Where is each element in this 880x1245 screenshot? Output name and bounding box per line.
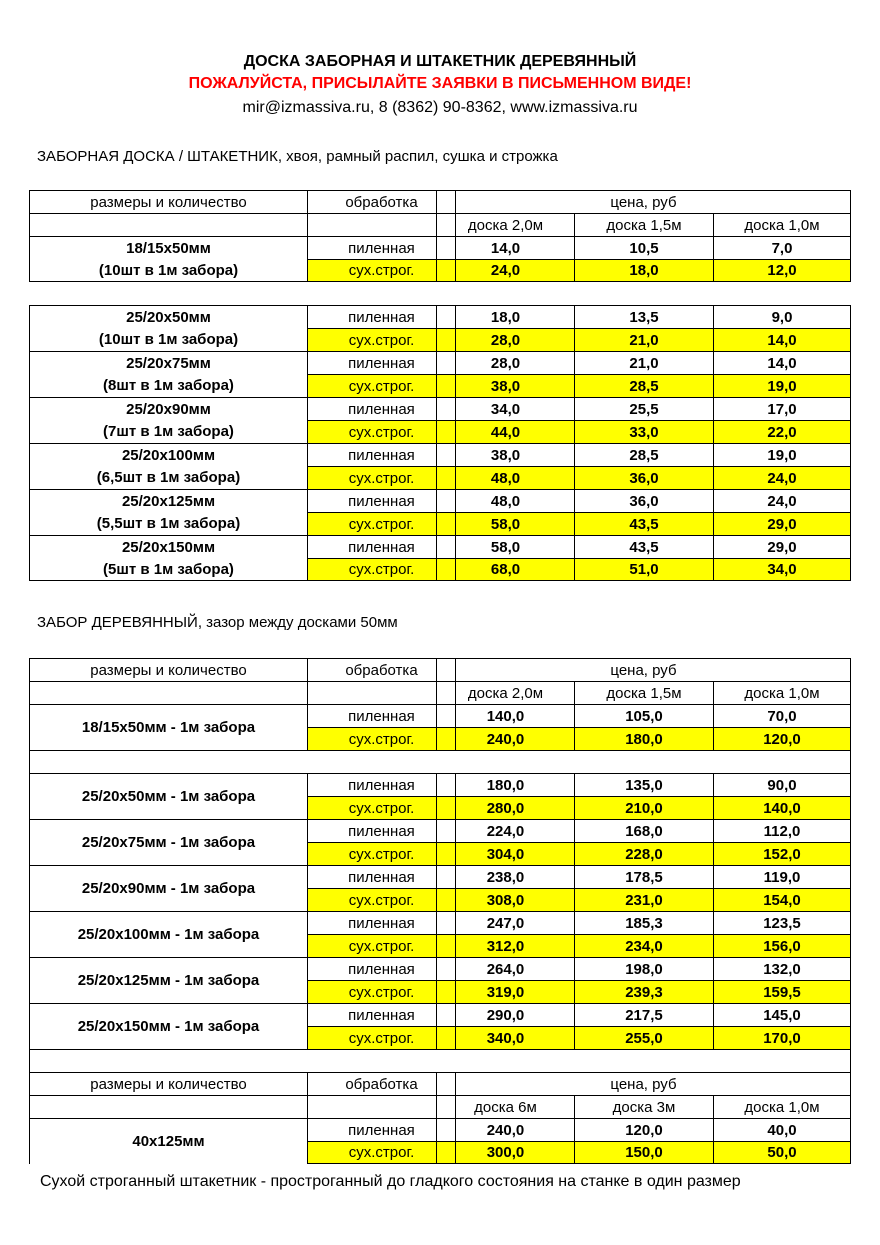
price-cell: 28,0 (436, 351, 574, 374)
processing-planed: сух.строг. (307, 888, 455, 911)
price-cell: 123,5 (713, 911, 851, 934)
size-label: 18/15х50мм (29, 236, 307, 259)
header-length: доска 1,0м (713, 1095, 851, 1118)
price-cell-highlight: 234,0 (574, 934, 713, 957)
processing-sawn: пиленная (307, 351, 455, 374)
processing-planed: сух.строг. (307, 466, 455, 489)
price-cell-highlight: 36,0 (574, 466, 713, 489)
price-cell-highlight: 170,0 (713, 1026, 851, 1049)
price-cell: 247,0 (436, 911, 574, 934)
price-cell: 40,0 (713, 1118, 851, 1141)
price-cell: 18,0 (436, 305, 574, 328)
price-cell-highlight: 28,0 (436, 328, 574, 351)
price-cell: 140,0 (436, 704, 574, 727)
price-cell: 240,0 (436, 1118, 574, 1141)
price-cell: 135,0 (574, 773, 713, 796)
size-label: 25/20х50мм - 1м забора (29, 773, 307, 819)
price-cell: 238,0 (436, 865, 574, 888)
processing-sawn: пиленная (307, 957, 455, 980)
price-cell: 180,0 (436, 773, 574, 796)
price-cell-highlight: 22,0 (713, 420, 851, 443)
size-label: 40х125мм (29, 1118, 307, 1164)
price-cell-highlight: 50,0 (713, 1141, 851, 1164)
quantity-label: (10шт в 1м забора) (29, 328, 307, 351)
price-cell: 28,5 (574, 443, 713, 466)
size-label: 25/20х100мм (29, 443, 307, 466)
header-price: цена, руб (436, 658, 851, 681)
price-cell: 9,0 (713, 305, 851, 328)
processing-sawn: пиленная (307, 1003, 455, 1026)
processing-planed: сух.строг. (307, 796, 455, 819)
quantity-label: (7шт в 1м забора) (29, 420, 307, 443)
processing-planed: сух.строг. (307, 842, 455, 865)
price-cell: 58,0 (436, 535, 574, 558)
price-cell-highlight: 152,0 (713, 842, 851, 865)
processing-planed: сух.строг. (307, 374, 455, 397)
price-cell-highlight: 58,0 (436, 512, 574, 535)
price-cell-highlight: 210,0 (574, 796, 713, 819)
price-cell: 198,0 (574, 957, 713, 980)
section1-title: ЗАБОРНАЯ ДОСКА / ШТАКЕТНИК, хвоя, рамный распил, сушка и строжка (37, 148, 558, 165)
header-length: доска 1,5м (574, 681, 713, 704)
price-cell-highlight: 319,0 (436, 980, 574, 1003)
quantity-label: (6,5шт в 1м забора) (29, 466, 307, 489)
size-label: 25/20х50мм (29, 305, 307, 328)
processing-planed: сух.строг. (307, 558, 455, 581)
price-cell: 29,0 (713, 535, 851, 558)
header-length: доска 2,0м (436, 681, 574, 704)
price-cell-highlight: 33,0 (574, 420, 713, 443)
price-cell-highlight: 51,0 (574, 558, 713, 581)
header-blank (307, 681, 455, 704)
price-cell: 132,0 (713, 957, 851, 980)
header-price: цена, руб (436, 1072, 851, 1095)
blank-row (29, 1049, 851, 1072)
price-cell: 178,5 (574, 865, 713, 888)
header-blank (307, 1095, 455, 1118)
size-label: 25/20х125мм - 1м забора (29, 957, 307, 1003)
price-cell: 290,0 (436, 1003, 574, 1026)
processing-planed: сух.строг. (307, 727, 455, 750)
price-cell-highlight: 14,0 (713, 328, 851, 351)
header-processing: обработка (307, 190, 455, 213)
price-cell: 70,0 (713, 704, 851, 727)
price-cell: 38,0 (436, 443, 574, 466)
price-cell-highlight: 300,0 (436, 1141, 574, 1164)
price-cell-highlight: 340,0 (436, 1026, 574, 1049)
header-processing: обработка (307, 1072, 455, 1095)
price-cell: 7,0 (713, 236, 851, 259)
quantity-label: (10шт в 1м забора) (29, 259, 307, 282)
price-cell-highlight: 240,0 (436, 727, 574, 750)
header-blank (29, 1095, 307, 1118)
processing-sawn: пиленная (307, 305, 455, 328)
price-cell-highlight: 68,0 (436, 558, 574, 581)
price-cell-highlight: 180,0 (574, 727, 713, 750)
price-cell: 14,0 (713, 351, 851, 374)
price-cell: 90,0 (713, 773, 851, 796)
size-label: 25/20х90мм - 1м забора (29, 865, 307, 911)
section2-title: ЗАБОР ДЕРЕВЯННЫЙ, зазор между досками 50мм (37, 614, 398, 631)
price-cell-highlight: 21,0 (574, 328, 713, 351)
price-cell-highlight: 308,0 (436, 888, 574, 911)
processing-sawn: пиленная (307, 1118, 455, 1141)
size-label: 25/20х100мм - 1м забора (29, 911, 307, 957)
price-cell-highlight: 159,5 (713, 980, 851, 1003)
quantity-label: (8шт в 1м забора) (29, 374, 307, 397)
processing-planed: сух.строг. (307, 420, 455, 443)
size-label: 25/20х90мм (29, 397, 307, 420)
price-cell-highlight: 48,0 (436, 466, 574, 489)
header-blank (29, 681, 307, 704)
price-cell-highlight: 140,0 (713, 796, 851, 819)
header-length: доска 6м (436, 1095, 574, 1118)
price-cell-highlight: 154,0 (713, 888, 851, 911)
price-cell-highlight: 38,0 (436, 374, 574, 397)
header-length: доска 3м (574, 1095, 713, 1118)
header-size: размеры и количество (29, 658, 307, 681)
size-label: 25/20х75мм - 1м забора (29, 819, 307, 865)
processing-planed: сух.строг. (307, 259, 455, 282)
processing-planed: сух.строг. (307, 512, 455, 535)
price-cell: 120,0 (574, 1118, 713, 1141)
price-cell-highlight: 29,0 (713, 512, 851, 535)
price-cell-highlight: 12,0 (713, 259, 851, 282)
processing-planed: сух.строг. (307, 1141, 455, 1164)
price-cell-highlight: 312,0 (436, 934, 574, 957)
price-cell: 112,0 (713, 819, 851, 842)
price-cell-highlight: 156,0 (713, 934, 851, 957)
price-cell: 25,5 (574, 397, 713, 420)
price-cell-highlight: 231,0 (574, 888, 713, 911)
processing-sawn: пиленная (307, 489, 455, 512)
processing-sawn: пиленная (307, 236, 455, 259)
page-title: ДОСКА ЗАБОРНАЯ И ШТАКЕТНИК ДЕРЕВЯННЫЙ (243, 53, 637, 70)
price-cell: 19,0 (713, 443, 851, 466)
price-cell-highlight: 28,5 (574, 374, 713, 397)
price-cell-highlight: 19,0 (713, 374, 851, 397)
price-cell: 43,5 (574, 535, 713, 558)
size-label: 25/20х75мм (29, 351, 307, 374)
header-size: размеры и количество (29, 1072, 307, 1095)
price-cell: 48,0 (436, 489, 574, 512)
price-cell: 24,0 (713, 489, 851, 512)
price-cell: 10,5 (574, 236, 713, 259)
price-cell-highlight: 120,0 (713, 727, 851, 750)
header-length: доска 2,0м (436, 213, 574, 236)
footer-note: Сухой строганный штакетник - простроганный до гладкого состояния на станке в один размер (40, 1173, 741, 1190)
price-cell-highlight: 18,0 (574, 259, 713, 282)
header-processing: обработка (307, 658, 455, 681)
quantity-label: (5,5шт в 1м забора) (29, 512, 307, 535)
processing-sawn: пиленная (307, 773, 455, 796)
header-blank (29, 213, 307, 236)
header-price: цена, руб (436, 190, 851, 213)
price-cell: 34,0 (436, 397, 574, 420)
price-cell: 168,0 (574, 819, 713, 842)
processing-planed: сух.строг. (307, 980, 455, 1003)
notice-text: ПОЖАЛУЙСТА, ПРИСЫЛАЙТЕ ЗАЯВКИ В ПИСЬМЕННОМ ВИДЕ! (188, 75, 692, 92)
size-label: 18/15х50мм - 1м забора (29, 704, 307, 750)
processing-sawn: пиленная (307, 704, 455, 727)
price-cell: 224,0 (436, 819, 574, 842)
processing-sawn: пиленная (307, 865, 455, 888)
processing-planed: сух.строг. (307, 1026, 455, 1049)
size-label: 25/20х125мм (29, 489, 307, 512)
size-label: 25/20х150мм (29, 535, 307, 558)
price-cell: 17,0 (713, 397, 851, 420)
price-cell: 185,3 (574, 911, 713, 934)
price-cell-highlight: 44,0 (436, 420, 574, 443)
processing-sawn: пиленная (307, 397, 455, 420)
processing-sawn: пиленная (307, 911, 455, 934)
price-cell: 264,0 (436, 957, 574, 980)
processing-planed: сух.строг. (307, 934, 455, 957)
header-blank (307, 213, 455, 236)
price-cell-highlight: 24,0 (713, 466, 851, 489)
processing-sawn: пиленная (307, 443, 455, 466)
price-cell: 105,0 (574, 704, 713, 727)
header-length: доска 1,5м (574, 213, 713, 236)
price-cell-highlight: 280,0 (436, 796, 574, 819)
size-label: 25/20х150мм - 1м забора (29, 1003, 307, 1049)
price-cell-highlight: 304,0 (436, 842, 574, 865)
header-length: доска 1,0м (713, 681, 851, 704)
price-cell-highlight: 150,0 (574, 1141, 713, 1164)
price-cell-highlight: 34,0 (713, 558, 851, 581)
price-cell: 36,0 (574, 489, 713, 512)
processing-planed: сух.строг. (307, 328, 455, 351)
price-cell: 21,0 (574, 351, 713, 374)
price-cell: 217,5 (574, 1003, 713, 1026)
price-cell: 14,0 (436, 236, 574, 259)
price-cell: 119,0 (713, 865, 851, 888)
price-cell-highlight: 24,0 (436, 259, 574, 282)
price-cell-highlight: 228,0 (574, 842, 713, 865)
processing-sawn: пиленная (307, 535, 455, 558)
header-size: размеры и количество (29, 190, 307, 213)
price-cell-highlight: 255,0 (574, 1026, 713, 1049)
price-cell-highlight: 239,3 (574, 980, 713, 1003)
price-cell: 145,0 (713, 1003, 851, 1026)
processing-sawn: пиленная (307, 819, 455, 842)
price-cell: 13,5 (574, 305, 713, 328)
header-length: доска 1,0м (713, 213, 851, 236)
quantity-label: (5шт в 1м забора) (29, 558, 307, 581)
contacts-text: mir@izmassiva.ru, 8 (8362) 90-8362, www.izmassiva.ru (242, 99, 638, 116)
price-cell-highlight: 43,5 (574, 512, 713, 535)
